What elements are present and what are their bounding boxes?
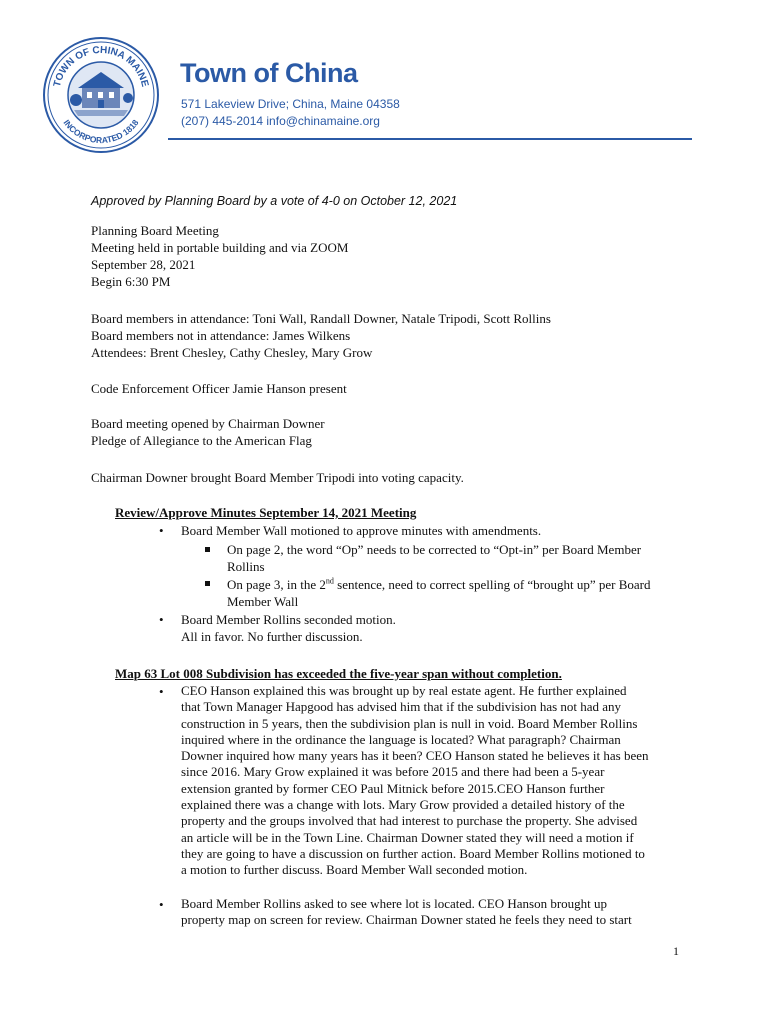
page-number: 1 bbox=[673, 944, 679, 958]
square-bullet-marker bbox=[205, 581, 210, 586]
approval-note: Approved by Planning Board by a vote of 4-0 on October 12, 2021 bbox=[91, 194, 458, 208]
minutes-motion-bullet: Board Member Wall motioned to approve minutes with amendments. bbox=[181, 523, 542, 538]
meeting-start-time: Begin 6:30 PM bbox=[91, 274, 171, 289]
town-contact: (207) 445-2014 info@chinamaine.org bbox=[181, 114, 380, 128]
amendment-1-line2: Rollins bbox=[227, 559, 265, 574]
amendment-2-line1: On page 3, in the 2nd sentence, need to correct spelling of “brought up” per Board bbox=[227, 576, 651, 592]
meeting-title: Planning Board Meeting bbox=[91, 223, 219, 238]
attendance-present: Board members in attendance: Toni Wall, Randall Downer, Natale Tripodi, Scott Rollins bbox=[91, 311, 551, 326]
ceo-present-line: Code Enforcement Officer Jamie Hanson present bbox=[91, 381, 347, 396]
voting-capacity-line: Chairman Downer brought Board Member Tripodi into voting capacity. bbox=[91, 470, 464, 485]
bullet-marker: • bbox=[159, 684, 164, 699]
town-seal-logo bbox=[42, 36, 160, 154]
all-in-favor-line: All in favor. No further discussion. bbox=[181, 629, 363, 644]
town-address: 571 Lakeview Drive; China, Maine 04358 bbox=[181, 97, 400, 111]
bullet-marker: • bbox=[159, 612, 164, 627]
amendment-1-line1: On page 2, the word “Op” needs to be corrected to “Opt-in” per Board Member bbox=[227, 542, 642, 557]
meeting-opened-line: Board meeting opened by Chairman Downer bbox=[91, 416, 325, 431]
attendance-absent: Board members not in attendance: James Wilkens bbox=[91, 328, 351, 343]
lot-location-paragraph: Board Member Rollins asked to see where lot is located. CEO Hanson brought up property map on screen for review. Chairman Downer stated he feels they need to start bbox=[181, 896, 632, 928]
amendment-2-line2: Member Wall bbox=[227, 594, 299, 609]
attendees: Attendees: Brent Chesley, Cathy Chesley, Mary Grow bbox=[91, 345, 373, 360]
seconded-motion-bullet: Board Member Rollins seconded motion. bbox=[181, 612, 396, 627]
section-heading-minutes: Review/Approve Minutes September 14, 2021 Meeting bbox=[115, 505, 417, 520]
town-title: Town of China bbox=[180, 58, 358, 88]
section-heading-subdivision: Map 63 Lot 008 Subdivision has exceeded the five-year span without completion. bbox=[115, 666, 562, 681]
ceo-explanation-paragraph: CEO Hanson explained this was brought up by real estate agent. He further explained that Town Manager Hapgood has advised him that if the subdivision has not had any construction in 5 years, then the subdivision plan is null in void. Board Member Rollins inquired where in the ordinance the language is located? What paragraph? Chairman Downer inquired how many years has it been? CEO Hanson stated he believes it has been since 2016. Mary Grow explained it was before 2015 and there had been a 5-year extension granted by former CEO Paul Mitnick before 2015.CEO Hanson further explained there was a change with lots. Mary Grow provided a detailed history of the property and the groups involved that had interest to purchase the property. She advised an article will be in the Town Line. Chairman Downer stated they will need a motion if they are going to have a discussion on further action. Board Member Rollins motioned to a motion to further discuss. Board Member Wall seconded motion. bbox=[181, 683, 649, 878]
pledge-line: Pledge of Allegiance to the American Flag bbox=[91, 433, 312, 448]
meeting-date: September 28, 2021 bbox=[91, 257, 196, 272]
bullet-marker: • bbox=[159, 897, 164, 912]
svg-text:INCORPORATED 1818: INCORPORATED 1818 bbox=[61, 117, 141, 146]
meeting-location: Meeting held in portable building and via ZOOM bbox=[91, 240, 349, 255]
letterhead-rule bbox=[168, 138, 692, 140]
bullet-marker: • bbox=[159, 523, 164, 538]
svg-text:TOWN OF CHINA MAINE: TOWN OF CHINA MAINE bbox=[51, 44, 151, 89]
square-bullet-marker bbox=[205, 547, 210, 552]
